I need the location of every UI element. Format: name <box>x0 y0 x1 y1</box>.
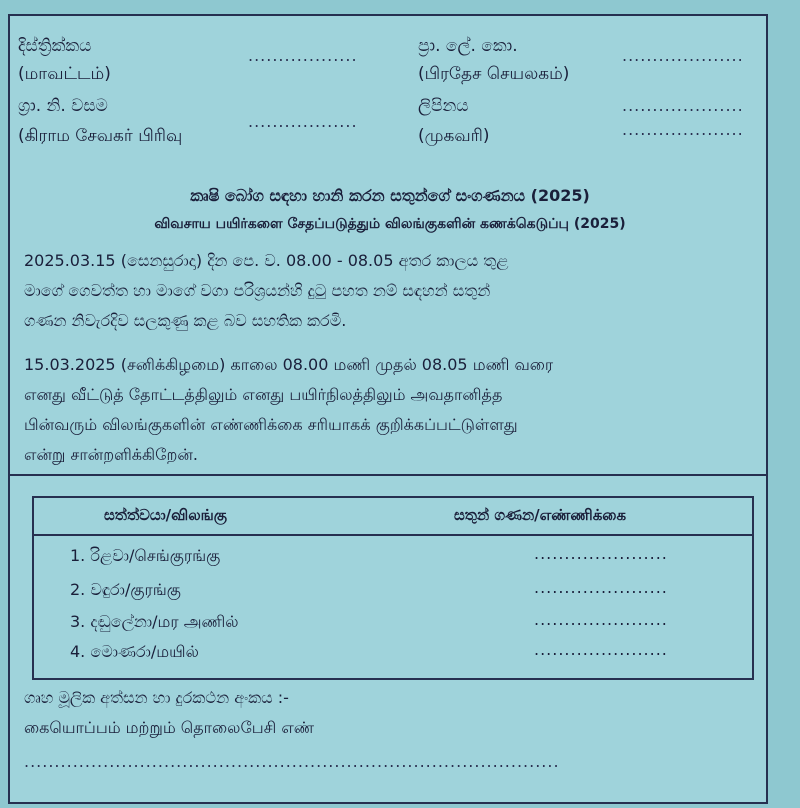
district-label-si: දිස්ත්‍රික්කය <box>18 36 92 56</box>
declaration-si <box>24 246 764 336</box>
address-label-ta: (முகவரி) <box>418 126 490 146</box>
ds-division-label-si: ප්‍රා. ලේ. කො. <box>418 36 518 56</box>
form-title-si: කෘෂි බෝග සඳහා හානි කරන සතුන්ගේ සංගණනය (2025) <box>190 186 590 205</box>
declaration-ta-line: எனது வீட்டுத் தோட்டத்திலும் எனது பயிர்நிலத்திலும் அவதானித்த <box>24 385 503 404</box>
ds-division-field[interactable]: .................... <box>622 46 744 65</box>
animal-label: 4. මොණරා/மயில் <box>70 642 199 661</box>
declaration-si-line: මාගේ ගෙවත්ත හා මාගේ වගා පරිශ්‍රයන්හි දුටු පහත නම් සඳහන් සතුන් <box>24 281 491 300</box>
section-divider <box>10 474 766 476</box>
table-row <box>34 542 752 574</box>
declaration-si-line: 2025.03.15 (සෙනසුරාදා) දින පෙ. ව. 08.00 - 08.05 අතර කාලය තුළ <box>24 251 509 270</box>
table-row <box>34 576 752 608</box>
column-header-animal: සත්ත්වයා/விலங்கு <box>104 506 228 524</box>
address-label-si: ලිපිනය <box>418 96 469 116</box>
address-field-line1[interactable]: .................... <box>622 96 744 115</box>
gn-division-label-ta: (கிராம சேவகர் பிரிவு <box>18 126 183 146</box>
animal-label: 3. දඬුලේනා/மர அணில் <box>70 612 239 631</box>
count-field[interactable]: ...................... <box>534 610 668 629</box>
column-header-count: සතුන් ගණන/எண்ணிக்கை <box>454 506 627 524</box>
form-title-ta: விவசாய பயிர்களை சேதப்படுத்தும் விலங்குகளின் கணக்கெடுப்பு (2025) <box>154 216 626 232</box>
declaration-ta-line: என்று சான்றளிக்கிறேன். <box>24 445 198 464</box>
signature-label-ta: கையொப்பம் மற்றும் தொலைபேசி எண் <box>24 718 315 737</box>
declaration-ta-line: பின்வரும் விலங்குகளின் எண்ணிக்கை சரியாகக் குறிக்கப்பட்டுள்ளது <box>24 415 518 434</box>
census-form <box>8 14 768 804</box>
signature-label-si: ගෘහ මූලික අත්සන හා දුරකථන අංකය :- <box>24 688 289 707</box>
gn-division-label-si: ග්‍රා. නි. වසම <box>18 96 108 116</box>
count-field[interactable]: ...................... <box>534 578 668 597</box>
table-row <box>34 608 752 640</box>
ds-division-label-ta: (பிரதேச செயலகம்) <box>418 64 570 84</box>
gn-division-field[interactable]: .................. <box>248 112 358 131</box>
table-row <box>34 638 752 670</box>
district-label-ta: (மாவட்டம்) <box>18 64 111 84</box>
declaration-ta-line: 15.03.2025 (சனிக்கிழமை) காலை 08.00 மணி முதல் 08.05 மணி வரை <box>24 355 554 374</box>
declaration-si-line: ගණන නිවැරදිව සලකුණු කළ බව සහතික කරමි. <box>24 311 347 330</box>
declaration-ta <box>24 350 764 470</box>
table-header <box>34 498 752 536</box>
count-field[interactable]: ...................... <box>534 544 668 563</box>
animal-label: 2. වඳුරා/குரங்கு <box>70 580 181 599</box>
district-field[interactable]: .................. <box>248 46 358 65</box>
animal-label: 1. රිළවා/செங்குரங்கு <box>70 546 221 565</box>
signature-field[interactable]: ........................................................................................ <box>24 752 560 771</box>
animal-count-table <box>32 496 754 680</box>
count-field[interactable]: ...................... <box>534 640 668 659</box>
address-field-line2[interactable]: .................... <box>622 120 744 139</box>
